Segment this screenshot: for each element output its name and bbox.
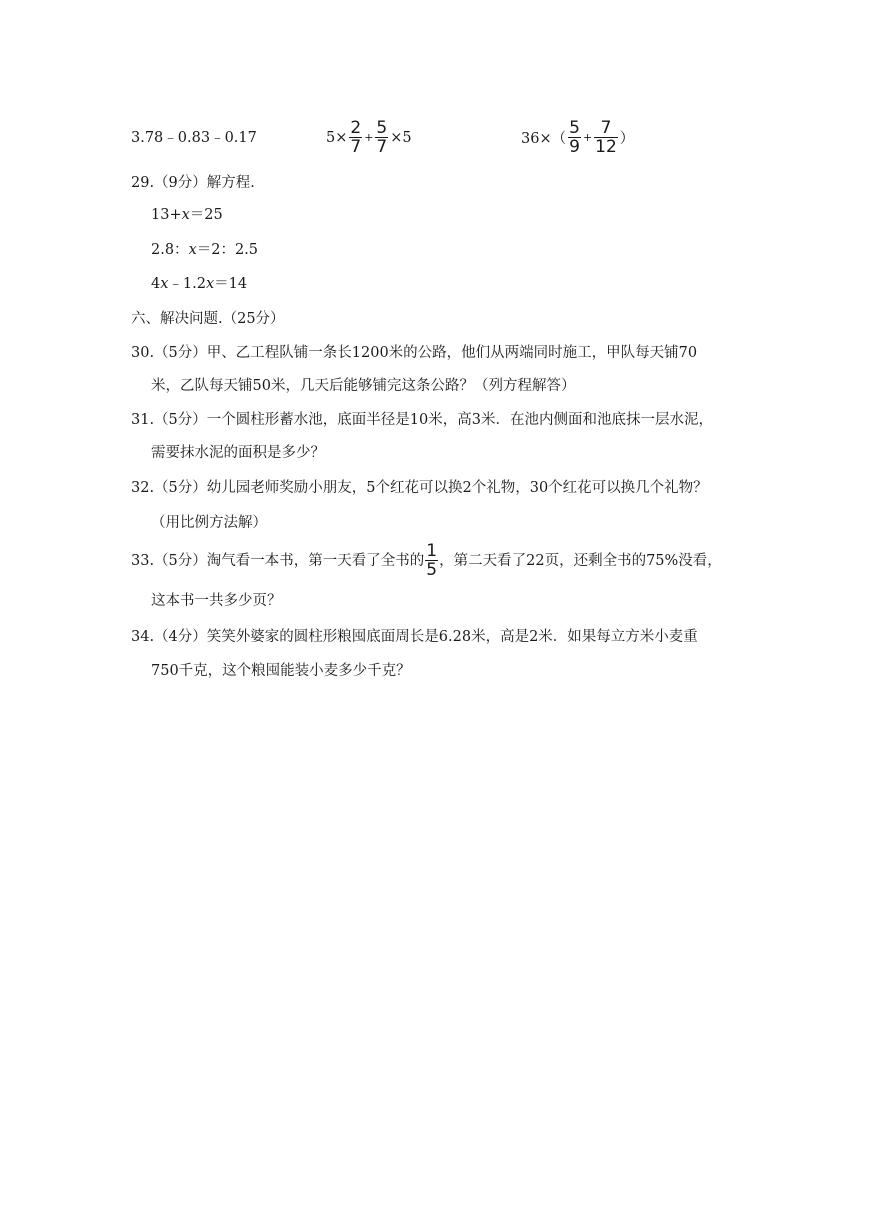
equation-2-suffix: ＝2：2.5	[196, 242, 259, 258]
equation-3	[151, 274, 247, 294]
calc-expression-3	[520, 119, 635, 156]
fraction-denominator: 9	[569, 137, 580, 157]
equation-3-variable-1: x	[160, 276, 169, 292]
question-32-line-1: 32.（5分）幼儿园老师奖励小朋友，5个红花可以换2个礼物，30个红花可以换几个礼物？	[131, 480, 708, 496]
equation-3-part-1: 4	[151, 276, 161, 292]
equation-2	[151, 240, 258, 260]
equation-2-variable: x	[188, 242, 197, 258]
fraction	[425, 542, 438, 579]
plus-sign: +	[364, 131, 374, 144]
fraction	[375, 119, 388, 156]
fraction	[594, 119, 618, 156]
calc-expression-2-prefix: 5×	[326, 129, 348, 146]
question-33-line-1	[131, 542, 722, 579]
fraction-numerator: 7	[600, 118, 612, 138]
fraction-denominator: 12	[595, 137, 617, 157]
equation-3-part-3: ＝14	[214, 276, 248, 292]
fraction-denominator: 7	[376, 137, 388, 157]
fraction-denominator: 5	[426, 560, 438, 580]
equation-3-part-2: ﹣1.2	[168, 276, 206, 292]
calc-expression-2	[325, 119, 413, 156]
fraction-denominator: 7	[350, 137, 362, 157]
fraction-numerator: 2	[350, 118, 362, 138]
question-34-line-1: 34.（4分）笑笑外婆家的圆柱形粮囤底面周长是6.28米，高是2米．如果每立方米小麦重	[131, 629, 698, 645]
calc-expression-1	[131, 126, 257, 147]
fraction-numerator: 1	[426, 541, 438, 561]
fraction	[568, 119, 581, 156]
fraction-numerator: 5	[569, 118, 580, 138]
question-34-line-2: 750千克，这个粮囤能装小麦多少千克？	[151, 663, 411, 679]
calc-expression-3-suffix: ）	[619, 131, 635, 147]
equation-2-prefix: 2.8：	[151, 242, 189, 258]
plus-sign: +	[582, 131, 593, 144]
equation-3-variable-2: x	[205, 276, 215, 292]
fraction-numerator: 5	[376, 118, 388, 138]
question-32-line-2: （用比例方法解）	[151, 515, 267, 531]
question-33-suffix: ，第二天看了22页，还剩全书的75%没看，	[439, 552, 722, 569]
fraction	[349, 119, 362, 156]
equation-1-prefix: 13+	[151, 207, 182, 223]
section-6-heading: 六、解决问题.（25分）	[131, 311, 285, 327]
calc-expression-3-prefix: 36×（	[521, 131, 567, 147]
calc-expression-2-suffix: ×5	[390, 129, 412, 146]
equation-1-variable: x	[181, 207, 190, 223]
question-30-line-1: 30.（5分）甲、乙工程队铺一条长1200米的公路，他们从两端同时施工，甲队每天铺70	[131, 345, 698, 361]
question-29-title: 29.（9分）解方程.	[131, 175, 255, 191]
question-30-line-2: 米，乙队每天铺50米，几天后能够铺完这条公路？（列方程解答）	[151, 378, 576, 394]
question-31-line-1: 31.（5分）一个圆柱形蓄水池，底面半径是10米，高3米．在池内侧面和池底抹一层水泥，	[131, 412, 713, 428]
calc-expression-1-text: 3.78﹣0.83﹣0.17	[131, 130, 257, 146]
question-33-prefix: 33.（5分）淘气看一本书，第一天看了全书的	[131, 552, 425, 569]
equation-1-suffix: ＝25	[189, 207, 223, 223]
equation-1	[151, 205, 223, 225]
question-33-line-2: 这本书一共多少页？	[151, 593, 282, 609]
question-31-line-2: 需要抹水泥的面积是多少？	[151, 445, 325, 461]
